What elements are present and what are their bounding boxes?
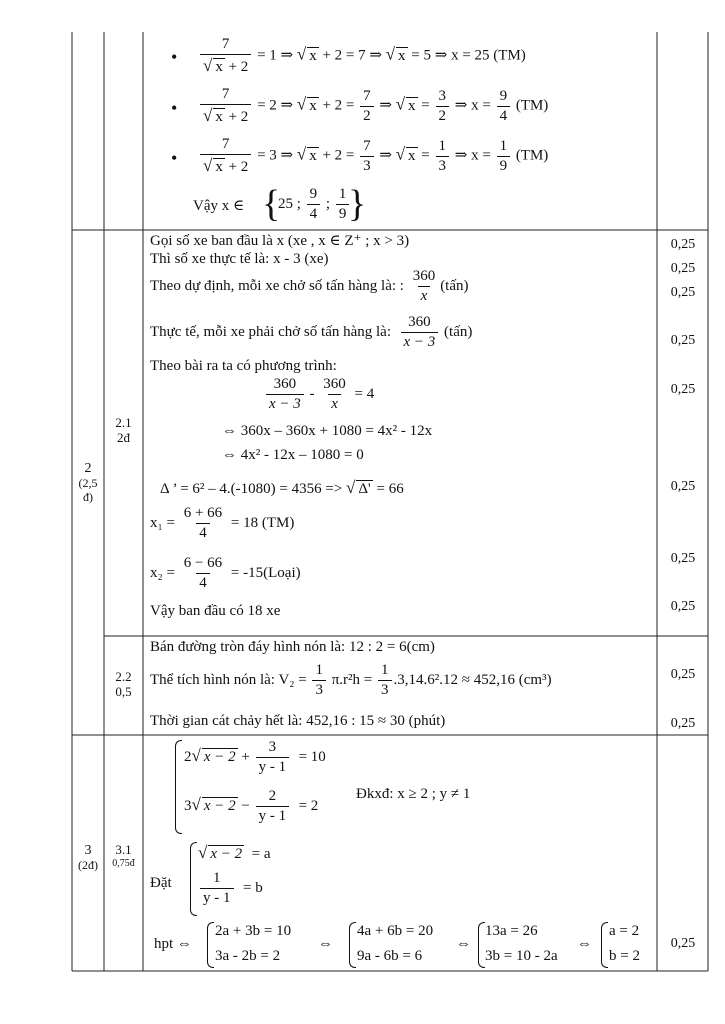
cone-volume-line: Thể tích hình nón là: V₂ = $\frac{1}{3}$ π.r²h = $\frac{1}{3}$ .3,14.6².12 ≈ 452,16 (cm³) [150, 662, 552, 699]
system-1-eq-b: 3a - 2b = 2 [215, 948, 281, 964]
equation: $\frac{360}{x - 3}$ - $\frac{360}{x}$ = 4 [264, 376, 374, 414]
score: 0,25 [670, 261, 696, 276]
score: 0,25 [670, 333, 696, 348]
equivalence-symbol: ⇔ [456, 936, 471, 952]
substitution-brace [190, 842, 197, 916]
system-brace [175, 740, 182, 834]
system-3-eq-a: 13a = 26 [485, 923, 538, 939]
system-1-eq-a: 2a + 3b = 10 [215, 923, 292, 939]
score: 0,25 [670, 237, 696, 252]
subquestion-3-1-label: 3.1 0,75đ [112, 842, 135, 869]
root-x1: x₁ = $\frac{6 + 66}{4}$ = 18 (TM) [150, 505, 295, 542]
equation-line-1: $\frac{7}{√ x + 2}$ = 1 ⇒ √ x + 2 = 7 ⇒ √ x = 5 ⇒ x = 25 (TM) [198, 36, 526, 77]
score: 0,25 [670, 551, 696, 566]
question-2-label: 2 (2,5 đ) [78, 461, 98, 504]
text-line: Thực tế, mỗi xe phải chở số tấn hàng là: $\frac{360}{x - 3}$ (tấn) [150, 314, 473, 351]
text-line: Bán đường tròn đáy hình nón là: 12 : 2 = 6(cm) [150, 639, 435, 655]
score: 0,25 [670, 936, 696, 951]
substitution-b: $\frac{1}{y - 1}$ = b [198, 870, 263, 908]
question-3-label: 3 (2đ) [78, 843, 98, 873]
system-2-eq-a: 4a + 6b = 20 [357, 923, 434, 939]
system-2-eq-b: 9a - 6b = 6 [357, 948, 423, 964]
system-brace [207, 922, 214, 968]
text-line: Thì số xe thực tế là: x - 3 (xe) [150, 251, 329, 267]
score: 0,25 [670, 382, 696, 397]
text-line: Theo bài ra ta có phương trình: [150, 358, 337, 374]
subquestion-2-2-label: 2.2 0,5 [115, 669, 132, 699]
equation: ⇔ 4x² - 12x – 1080 = 0 [222, 447, 364, 463]
substitution-a: √ x − 2 = a [198, 843, 271, 862]
subquestion-2-1-label: 2.1 2đ [115, 415, 132, 445]
text-line: Vậy ban đầu có 18 xe [150, 603, 281, 619]
score: 0,25 [670, 599, 696, 614]
system-3-eq-b: 3b = 10 - 2a [485, 948, 558, 964]
text-line: Thời gian cát chảy hết là: 452,16 : 15 ≈ 30 (phút) [150, 713, 446, 729]
score: 0,25 [670, 285, 696, 300]
equation: ⇔ 360x – 360x + 1080 = 4x² - 12x [222, 423, 433, 439]
text-line: Gọi số xe ban đầu là x (xe , x ∈ Z⁺ ; x > 3) [150, 233, 410, 249]
conclusion-prefix: Vậy x ∈ [193, 198, 245, 214]
bullet: • [171, 148, 178, 168]
substitution-label: Đặt [150, 875, 172, 891]
system-brace [478, 922, 485, 968]
equation-line-3: $\frac{7}{√ x + 2}$ = 3 ⇒ √ x + 2 = $\frac{7}{3}$ ⇒ √ x = $\frac{1}{3}$ ⇒ x = $\frac{1}{9}$ (TM) [198, 136, 548, 177]
equivalence-symbol: ⇔ [577, 936, 592, 952]
root-x2: x₂ = $\frac{6 - 66}{4}$ = -15(Loại) [150, 555, 301, 592]
discriminant-line: Δ ’ = 6² – 4.(-1080) = 4356 => √ Δ' = 66 [160, 478, 404, 497]
score: 0,25 [670, 716, 696, 731]
equivalence-symbol: ⇔ [318, 936, 333, 952]
system-equation-2: 3√ x − 2 − $\frac{2}{y - 1}$ = 2 [184, 788, 319, 825]
score: 0,25 [670, 479, 696, 494]
system-brace [601, 922, 608, 968]
bullet: • [171, 98, 178, 118]
solution-set: 25 ; $\frac{9}{4}$ ; $\frac{1}{9}$ [278, 186, 351, 224]
set-brace-left: { [262, 183, 281, 225]
system-4-eq-a: a = 2 [609, 923, 640, 939]
equation-line-2: $\frac{7}{√ x + 2}$ = 2 ⇒ √ x + 2 = $\frac{7}{2}$ ⇒ √ x = $\frac{3}{2}$ ⇒ x = $\frac{9}{4}$ (TM) [198, 86, 548, 127]
system-equation-1: 2√ x − 2 + $\frac{3}{y - 1}$ = 10 [184, 739, 326, 776]
domain-condition: Đkxđ: x ≥ 2 ; y ≠ 1 [356, 786, 471, 802]
bullet: • [171, 47, 178, 67]
system-4-eq-b: b = 2 [609, 948, 640, 964]
hpt-label: hpt ⇔ [154, 936, 192, 952]
text-line: Theo dự định, mỗi xe chở số tấn hàng là: : $\frac{360}{x}$ (tấn) [150, 268, 469, 305]
set-brace-right: } [348, 183, 367, 225]
system-brace [349, 922, 356, 968]
score: 0,25 [670, 667, 696, 682]
